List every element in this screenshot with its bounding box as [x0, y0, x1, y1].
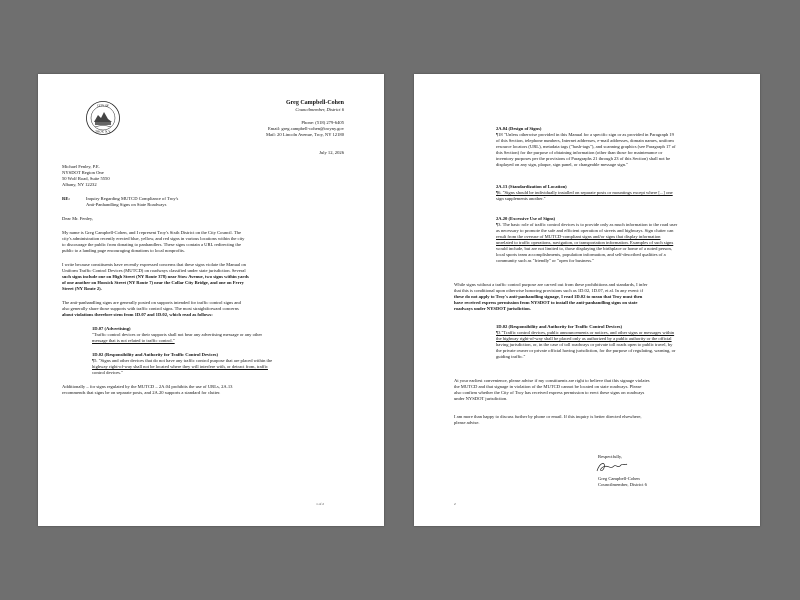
- section-2a04-line: displayed on any sign, plaque, sign panel, or changeable message sign.": [496, 162, 628, 167]
- re-line-1: Inquiry Regarding MUTCD Compliance of Troy's: [86, 196, 179, 201]
- p2-line: such signs include one on High Street (NY Route 378) near Stow Avenue, two signs within yards: [62, 274, 249, 279]
- letter-date: July 12, 2026: [319, 150, 344, 155]
- city-seal-logo: [85, 100, 121, 136]
- p2-line: Street (NY Route 2).: [62, 286, 102, 291]
- p7-line: please advise.: [454, 420, 480, 425]
- quote-3-heading: 1D.02 (Responsibility and Authority for Traffic Control Devices): [496, 324, 622, 329]
- quote-2-line: highway right-of-way shall not be located where they will interfere with, or detract from, traffic: [92, 364, 268, 369]
- p2-line: I write because constituents have recently expressed concerns that these signs violate the Manual on: [62, 262, 246, 267]
- p3-line: The anti-panhandling signs are generally posted on supports intended for traffic control signs and: [62, 300, 241, 305]
- svg-text:TROY, N.Y.: TROY, N.Y.: [95, 129, 111, 134]
- p1-line: My name is Greg Campbell-Cohen, and I represent Troy's Sixth District on the City Council. The: [62, 230, 241, 235]
- section-2a04-heading: 2A.04 (Design of Signs): [496, 126, 542, 131]
- recipient-org: NYSDOT Region One: [62, 170, 104, 175]
- p4-line: recommends that signs be on separate posts, and 2A.20 supports a standard for clutter.: [62, 390, 221, 395]
- recipient-city: Albany, NY 12232: [62, 182, 97, 187]
- sender-title: Councilmember, District 6: [295, 107, 344, 112]
- section-2a20-line: community such as "friendly" or "open for business.": [496, 258, 595, 263]
- section-2a20-line: as necessary to promote the safe and efficient operation of streets and highways. Sign clutter can: [496, 228, 674, 233]
- svg-text:CITY OF: CITY OF: [96, 103, 110, 108]
- signature-name: Greg Campbell-Cohen: [598, 476, 640, 481]
- recipient-street: 50 Wolf Road, Suite 5550: [62, 176, 110, 181]
- quote-1-line: "Traffic control devices or their supports shall not bear any advertising message or any other: [92, 332, 263, 337]
- p2-line: of one another on Hoosick Street (NY Route 7) near the Collar City Bridge, and one on Ferry: [62, 280, 244, 285]
- p7-line: I am more than happy to discuss further by phone or email. If this inquiry is better directed elsewhere,: [454, 414, 642, 419]
- section-2a20-line: ¶3. The basic role of traffic control devices is to provide only as much information to the road user: [496, 222, 678, 227]
- section-2a20-heading: 2A.20 (Excessive Use of Signs): [496, 216, 556, 221]
- quote-3-line: ¶3 "Traffic control devices, public announcements or notices, and other signs or messages within: [496, 330, 675, 335]
- p5-line: roadways under NYSDOT jurisdiction.: [454, 306, 531, 311]
- section-2a20-line: local sports team accomplishments, population information, and self-described qualities of a: [496, 252, 666, 257]
- salutation: Dear Mr. Fenley,: [62, 216, 94, 221]
- page-number: 2: [454, 502, 456, 506]
- re-label: RE:: [62, 196, 70, 201]
- section-2a13-line: ¶6. "Signs should be individually installed on separate posts or mountings except where [...] one: [496, 190, 673, 195]
- sender-phone: Phone: (518) 279-6405: [301, 120, 344, 125]
- section-2a04-line: inventory purposes per the provisions of Paragraphs 21 through 23 of this Section) shall not be: [496, 156, 671, 161]
- section-2a04-line: ¶18 "Unless otherwise provided in this Manual for a specific sign or as provided in Paragraph 19: [496, 132, 674, 137]
- p5-line: that this is conditional upon otherwise honoring provisions such as 1D.02, 1D.07, et al. In any event: if: [454, 288, 644, 293]
- p6-line: At your earliest convenience, please advise if my constituents are right to believe that this signage violates: [454, 378, 650, 383]
- p5-line: have received express permission from NYSDOT to install the anti-panhandling signs on state: [454, 300, 638, 305]
- quote-3-line: the private owner or private official having jurisdiction, for the purpose of regulating, warning, or: [496, 348, 676, 353]
- re-line-2: Anti-Panhandling Signs on State Roadways: [86, 202, 167, 207]
- section-2a20-line: result from the overuse of MUTCD-compliant signs and/or signs that display information: [496, 234, 661, 239]
- p6-line: also confirm whether the City of Troy has received express permission to erect these signs on roadways: [454, 390, 645, 395]
- section-2a20-line: would include, but are not limited to, those displaying the birthplace or home of a noted person,: [496, 246, 672, 251]
- quote-3-line: guiding traffic.": [496, 354, 526, 359]
- section-2a20-line: unrelated to traffic operations, navigation, or transportation information. Examples of such signs: [496, 240, 674, 245]
- p6-line: under NYSDOT jurisdiction.: [454, 396, 508, 401]
- letter-page-2: [414, 74, 760, 526]
- quote-3-line: the highway right-of-way shall be placed only as authorized by a public authority or the official: [496, 336, 672, 341]
- p3-line: about violations therefore stem from 1D.07 and 1D.02, which read as follows:: [62, 312, 213, 317]
- quote-2-heading: 1D.02 (Responsibility and Authority for Traffic Control Devices): [92, 352, 218, 357]
- p3-line: also generally share those supports with traffic control signs. The most straightforward concerns: [62, 306, 239, 311]
- section-2a13-line: sign supplements another.": [496, 196, 546, 201]
- p1-line: city's administration recently erected blue, yellow, and red signs in various locations within the city: [62, 236, 245, 241]
- p4-line: Additionally – for signs regulated by the MUTCD – 2A.04 prohibits the use of URLs, 2A.13: [62, 384, 233, 389]
- quote-1-line: message that is not related to traffic control.": [92, 338, 175, 343]
- quote-1-heading: 1D.07 (Advertising): [92, 326, 131, 331]
- p5-line: these do not apply to Troy's anti-panhandling signage, I read 1D.02 to mean that Troy must then: [454, 294, 643, 299]
- p1-line: to discourage the public from donating to panhandlers. These signs contain a URL redirecting the: [62, 242, 241, 247]
- closing: Respectfully,: [598, 454, 623, 459]
- p5-line: While signs without a traffic control purpose are carved out from these prohibitions and standards, I infer: [454, 282, 648, 287]
- signature-image: [594, 460, 628, 474]
- sender-name: Greg Campbell-Cohen: [285, 100, 344, 106]
- quote-2-line: ¶5. "Signs and other devices that do not have any traffic control purpose that are placed within the: [92, 358, 273, 363]
- quote-2-line: control devices.": [92, 370, 123, 375]
- letter-page-1: [38, 74, 384, 526]
- section-2a04-line: resource locators (URL), metadata tags ("hash-tags"), and scanning graphics (see Paragraph 17 of: [496, 144, 676, 149]
- signature-title: Councilmember, District 6: [598, 482, 647, 487]
- p2-line: Uniform Traffic Control Devices (MUTCD) on roadways classified under state jurisdiction. Several: [62, 268, 246, 273]
- p6-line: the MUTCD and that signage in violation of the MUTCD cannot be located on state roadways. Please: [454, 384, 642, 389]
- sender-email: Email: greg.campbell-cohen@troyny.gov: [267, 126, 344, 131]
- quote-3-line: having jurisdiction, or, in the case of toll roadways or private toll roads open to public travel, by: [496, 342, 673, 347]
- page-number: 1 of 2: [316, 502, 324, 506]
- section-2a13-heading: 2A.13 (Standardization of Location): [496, 184, 567, 189]
- p1-line: public to a landing page encouraging donations to local nonprofits.: [62, 248, 185, 253]
- recipient-name: Michael Fenley, P.E.: [62, 164, 100, 169]
- section-2a04-line: this Section) for the purpose of obtaining information (other than those for maintenance or: [496, 150, 663, 155]
- section-2a04-line: of this Section, telephone numbers, Internet addresses, e-mail addresses, domain names, uniform: [496, 138, 674, 143]
- sender-mail: Mail: 20 Lincoln Avenue, Troy, NY 12180: [265, 132, 344, 137]
